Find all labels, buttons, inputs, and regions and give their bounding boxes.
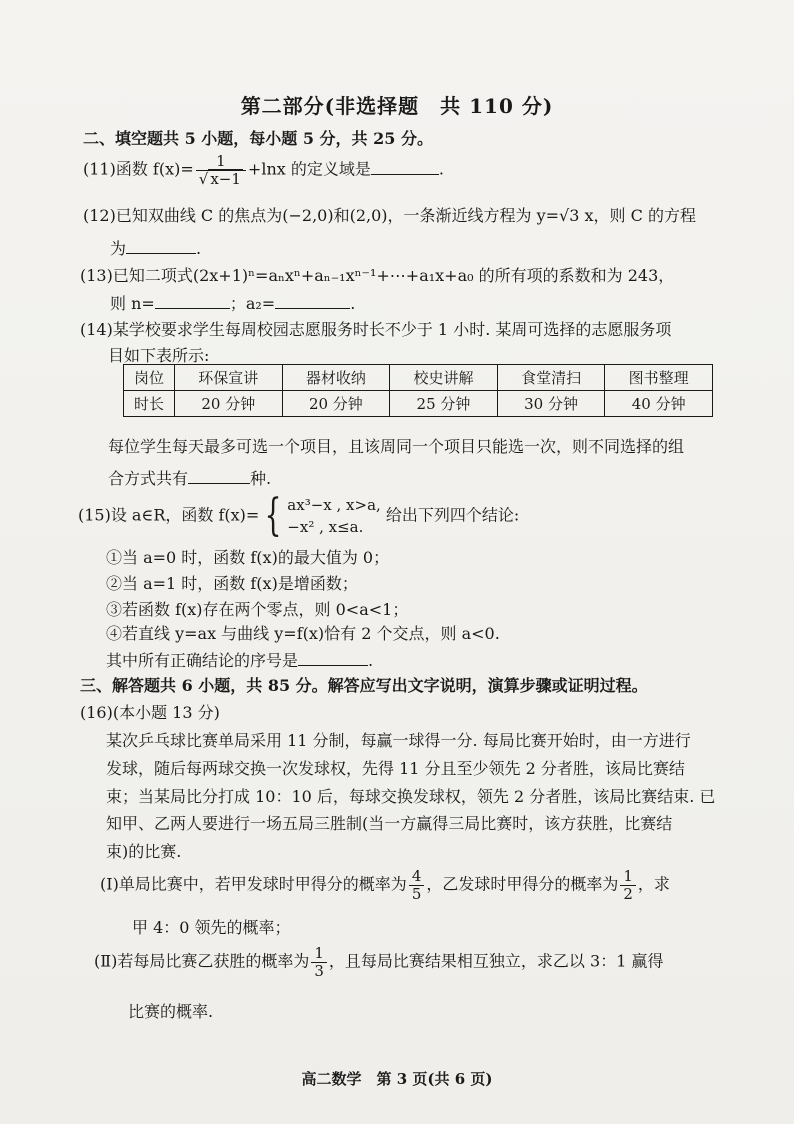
question-14-line2: 目如下表所示: bbox=[108, 346, 210, 365]
q15-conclusion-4: ④若直线 y=ax 与曲线 y=f(x)恰有 2 个交点，则 a<0. bbox=[106, 624, 500, 643]
question-15-stem bbox=[78, 490, 520, 541]
section-2-heading: 二、填空题共 5 小题，每小题 5 分，共 25 分。 bbox=[83, 129, 433, 148]
fraction-denominator: 2 bbox=[623, 884, 633, 903]
q16-part1-line2: 甲 4：0 领先的概率； bbox=[132, 918, 291, 937]
q11-answer-blank bbox=[371, 160, 439, 175]
fraction-numerator: 1 bbox=[620, 868, 636, 886]
q13-mid: ；a₂= bbox=[229, 294, 276, 313]
question-12-line2 bbox=[110, 236, 201, 259]
q16-para-line: 束；当某局比分打成 10：10 后，每球交换发球权，领先 2 分者胜，该局比赛结束. 已 bbox=[106, 787, 716, 806]
q15-conclusion-1: ①当 a=0 时，函数 f(x)的最大值为 0； bbox=[106, 548, 390, 567]
q12-line2-pre: 为 bbox=[110, 239, 127, 258]
fraction-numerator: 1 bbox=[311, 945, 327, 963]
table-cell: 校史讲解 bbox=[390, 365, 498, 391]
q16-part1-mid: ，乙发球时甲得分的概率为 bbox=[426, 874, 619, 894]
fraction-denominator: 5 bbox=[411, 884, 422, 903]
piecewise-brace: { bbox=[264, 490, 282, 541]
q11-end: . bbox=[438, 159, 444, 179]
q11-fraction bbox=[196, 153, 246, 187]
page-footer: 高二数学 第 3 页(共 6 页) bbox=[301, 1070, 493, 1088]
q16-part2-pre: (Ⅱ)若每局比赛乙获胜的概率为 bbox=[94, 951, 310, 971]
q16-part2-post: ，且每局比赛结果相互独立，求乙以 3：1 赢得 bbox=[328, 951, 664, 971]
q16-part-1 bbox=[100, 868, 670, 902]
q15-answer-blank bbox=[298, 651, 368, 666]
question-12-line1: (12)已知双曲线 C 的焦点为(−2,0)和(2,0)，一条渐近线方程为 y=√3 x，则 C 的方程 bbox=[83, 206, 696, 225]
table-cell: 食堂清扫 bbox=[497, 365, 605, 391]
q14-line4-post: 种. bbox=[250, 469, 272, 488]
question-13-line1: (13)已知二项式(2x+1)ⁿ=aₙxⁿ+aₙ₋₁xⁿ⁻¹+⋯+a₁x+a₀ 的所有项的系数和为 243， bbox=[80, 266, 675, 285]
table-cell: 30 分钟 bbox=[497, 391, 605, 417]
table-cell: 时长 bbox=[124, 391, 175, 417]
q15-pre: (15)设 a∈R，函数 f(x)= bbox=[78, 505, 260, 525]
q16-para-line: 发球，随后每两球交换一次发球权，先得 11 分且至少领先 2 分者胜，该局比赛结 bbox=[106, 759, 685, 778]
question-11 bbox=[83, 153, 444, 187]
fraction-denominator: 3 bbox=[314, 961, 324, 980]
question-14-line1: (14)某学校要求学生每周校园志愿服务时长不少于 1 小时. 某周可选择的志愿服务项 bbox=[80, 320, 672, 339]
q16-para-line: 知甲、乙两人要进行一场五局三胜制(当一方赢得三局比赛时，该方获胜，比赛结 bbox=[106, 814, 673, 833]
q13-blank-a2 bbox=[275, 294, 350, 309]
fraction-numerator: 4 bbox=[409, 868, 425, 886]
q13-end: . bbox=[350, 294, 356, 313]
q16-part-2 bbox=[94, 945, 663, 979]
q14-answer-blank bbox=[188, 469, 250, 484]
q12-answer-blank bbox=[126, 239, 196, 254]
q11-post: +lnx 的定义域是 bbox=[247, 159, 371, 179]
q14-line4-pre: 合方式共有 bbox=[108, 469, 189, 488]
q16-para-line: 束)的比赛. bbox=[106, 842, 182, 861]
question-13-line2 bbox=[110, 291, 355, 314]
q12-end: . bbox=[196, 239, 202, 258]
q13-blank-n bbox=[155, 294, 230, 309]
q16-part1-fraction-1 bbox=[409, 868, 425, 902]
q16-part1-pre: (Ⅰ)单局比赛中，若甲发球时甲得分的概率为 bbox=[100, 874, 407, 894]
q15-conclusion-3: ③若函数 f(x)存在两个零点，则 0<a<1； bbox=[106, 600, 409, 619]
table-cell: 20 分钟 bbox=[175, 391, 283, 417]
table-row bbox=[124, 391, 713, 417]
table-cell: 岗位 bbox=[124, 365, 175, 391]
q16-label: (16)(本小题 13 分) bbox=[80, 703, 220, 722]
page-title: 第二部分(非选择题 共 110 分) bbox=[240, 94, 554, 118]
q16-part1-post: ，求 bbox=[637, 874, 670, 894]
table-cell: 40 分钟 bbox=[605, 391, 713, 417]
volunteer-table bbox=[123, 364, 713, 417]
piecewise-case-1: ax³−x , x>a, bbox=[287, 496, 381, 514]
q13-line2-pre: 则 n= bbox=[110, 294, 155, 313]
table-cell: 25 分钟 bbox=[390, 391, 498, 417]
q15-last-pre: 其中所有正确结论的序号是 bbox=[106, 651, 299, 670]
table-row bbox=[124, 365, 713, 391]
section-3-heading: 三、解答题共 6 小题，共 85 分。解答应写出文字说明，演算步骤或证明过程。 bbox=[80, 676, 648, 695]
q16-part1-fraction-2 bbox=[620, 868, 636, 902]
table-cell: 20 分钟 bbox=[282, 391, 390, 417]
q11-denominator: √ x−1 bbox=[198, 169, 241, 188]
question-14-line3: 每位学生每天最多可选一个项目，且该周同一个项目只能选一次，则不同选择的组 bbox=[108, 437, 685, 456]
piecewise-case-2: −x² , x≤a. bbox=[287, 518, 364, 536]
table-cell: 图书整理 bbox=[605, 365, 713, 391]
q11-numerator: 1 bbox=[196, 153, 246, 171]
q11-pre: (11)函数 f(x)= bbox=[83, 159, 194, 179]
q15-conclusion-2: ②当 a=1 时，函数 f(x)是增函数； bbox=[106, 574, 358, 593]
table-cell: 器材收纳 bbox=[282, 365, 390, 391]
q16-part2-line2: 比赛的概率. bbox=[128, 1002, 214, 1021]
q15-end: . bbox=[368, 651, 374, 670]
q16-para-line: 某次乒乓球比赛单局采用 11 分制，每赢一球得一分. 每局比赛开始时，由一方进行 bbox=[106, 731, 691, 750]
table-cell: 环保宣讲 bbox=[175, 365, 283, 391]
q15-last-line bbox=[106, 648, 373, 671]
q11-radicand: x−1 bbox=[210, 169, 241, 188]
piecewise-cases bbox=[287, 494, 381, 538]
q15-post: 给出下列四个结论: bbox=[385, 505, 520, 525]
question-14-line4 bbox=[108, 466, 271, 489]
q16-part2-fraction bbox=[311, 945, 327, 979]
